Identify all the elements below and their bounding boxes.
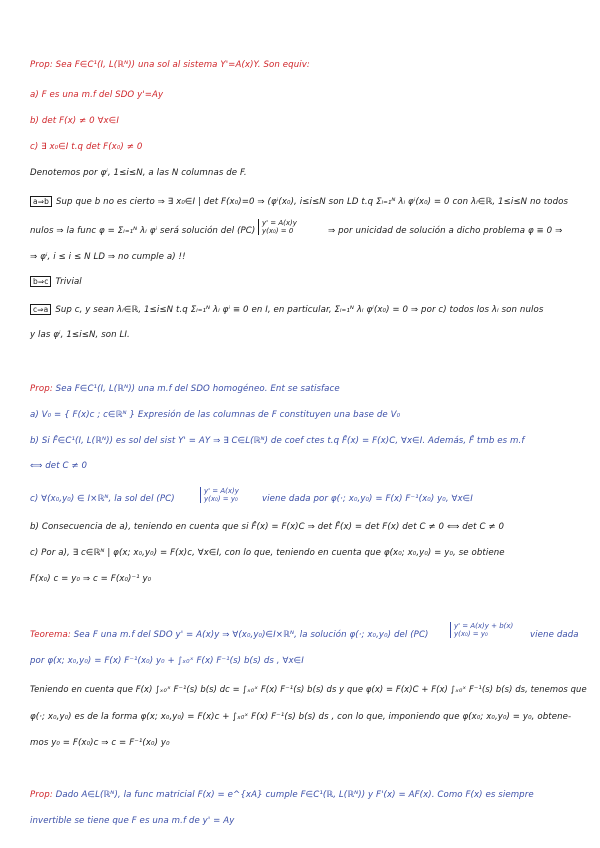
prop2-item-b2: ⟺ det C ≠ 0 <box>30 461 88 471</box>
proof-a-b-line1 <box>30 196 568 208</box>
prop2-c-eq2: y(x₀) = y₀ <box>204 495 238 503</box>
theorem-proof-1: Teniendo en cuenta que F(x) ∫ₓ₀ˣ F⁻¹(s) b(s) dc = ∫ₓ₀ˣ F(x) F⁻¹(s) b(s) ds y que φ(x) = F(x)C + F(x) ∫ₓ₀ˣ F⁻¹(s) b(s) ds, tenemos que <box>30 684 587 694</box>
prop2-proof-b: b) Consecuencia de a), teniendo en cuenta que si F̂(x) = F(x)C ⇒ det F̂(x) = det F(x) det C ≠ 0 ⟺ det C ≠ 0 <box>30 522 505 532</box>
prop2-c-system <box>200 487 239 503</box>
proof-a-b-eq1: y' = A(x)y <box>262 219 297 227</box>
proof-a-b-eq2: y(x₀) = 0 <box>262 227 294 235</box>
theorem-eq1: y' = A(x)y + b(x) <box>454 622 514 630</box>
theorem-eq2: y(x₀) = y₀ <box>454 630 488 638</box>
prop2-item-c1b: viene dada por φ(·; x₀,y₀) = F(x) F⁻¹(x₀) y₀, ∀x∈I <box>262 494 473 504</box>
theorem-formula: por φ(x; x₀,y₀) = F(x) F⁻¹(x₀) y₀ + ∫ₓ₀ˣ F(x) F⁻¹(s) b(s) ds , ∀x∈I <box>30 656 304 666</box>
theorem-heading: Teorema: <box>30 630 71 640</box>
prop1-statement: Sea F∈C¹(I, L(ℝᴺ)) una sol al sistema Y'=A(x)Y. Son equiv: <box>55 60 310 70</box>
prop1-item-c: c) ∃ x₀∈I t.q det F(x₀) ≠ 0 <box>30 142 143 152</box>
theorem-system <box>450 622 513 638</box>
prop3-heading: Prop: <box>30 790 53 800</box>
prop2-proof-c1: c) Por a), ∃ c∈ℝᴺ | φ(x; x₀,y₀) = F(x)c, ∀x∈I, con lo que, teniendo en cuenta que φ(x₀; x₀,y₀) = y₀, se obtiene <box>30 548 505 558</box>
prop3-statement: Dado A∈L(ℝᴺ), la func matricial F(x) = e^{xA} cumple F∈C¹(ℝ, L(ℝᴺ)) y F'(x) = AF(x). Como F(x) es siempre <box>55 790 534 800</box>
proof-a-b-tag: a⇒b <box>30 196 52 207</box>
prop3-line <box>30 790 534 801</box>
prop1-denote: Denotemos por φⁱ, 1≤i≤N, a las N columnas de F. <box>30 168 247 178</box>
prop1-line <box>30 60 310 71</box>
prop2-proof-c2: F(x₀) c = y₀ ⇒ c = F(x₀)⁻¹ y₀ <box>30 574 152 584</box>
proof-b-c-line <box>30 276 82 288</box>
prop2-c-eq1: y' = A(x)y <box>204 487 239 495</box>
proof-b-c-tag: b⇒c <box>30 276 51 287</box>
prop2-heading: Prop: <box>30 384 53 394</box>
proof-a-b-system <box>258 219 297 235</box>
theorem-statement-b: viene dada <box>530 630 579 640</box>
proof-c-a-text1: Sup c, y sean λᵢ∈ℝ, 1≤i≤N t.q Σᵢ₌₁ᴺ λᵢ φⁱ ≡ 0 en I, en particular, Σᵢ₌₁ᴺ λᵢ φⁱ(x₀) = 0 ⇒ por c) todos los λᵢ son nulos <box>55 305 544 315</box>
prop1-item-a: a) F es una m.f del SDO y'=Ay <box>30 90 164 100</box>
theorem-proof-2: φ(·; x₀,y₀) es de la forma φ(x; x₀,y₀) = F(x)c + ∫ₓ₀ˣ F(x) F⁻¹(s) b(s) ds , con lo que, imponiendo que φ(x₀; x₀,y₀) = y₀, obtene- <box>30 712 572 722</box>
prop3-line2: invertible se tiene que F es una m.f de y' = Ay <box>30 816 235 826</box>
prop2-item-b1: b) Si F̂∈C¹(I, L(ℝᴺ)) es sol del sist Y' = AY ⇒ ∃ C∈L(ℝᴺ) de coef ctes t.q F̂(x) = F(x)C, ∀x∈I. Además, F̂ tmb es m.f <box>30 436 525 446</box>
prop2-line <box>30 384 340 395</box>
proof-a-b-line2 <box>30 226 255 237</box>
theorem-proof-3: mos y₀ = F(x₀)c ⇒ c = F⁻¹(x₀) y₀ <box>30 738 170 748</box>
proof-c-a-line2: y las φⁱ, 1≤i≤N, son LI. <box>30 330 130 340</box>
proof-b-c-text: Trivial <box>55 277 82 287</box>
prop1-heading: Prop: <box>30 60 53 70</box>
proof-a-b-line3: ⇒ φⁱ, i ≤ i ≤ N LD ⇒ no cumple a) !! <box>30 252 186 262</box>
proof-c-a-tag: c⇒a <box>30 304 51 315</box>
proof-a-b-text2: nulos ⇒ la func φ = Σᵢ₌₁ᴺ λᵢ φⁱ será solución del (PC) <box>30 226 256 236</box>
prop2-item-c1: c) ∀(x₀,y₀) ∈ I×ℝᴺ, la sol del (PC) <box>30 494 175 504</box>
prop2-item-a: a) V₀ = { F(x)c ; c∈ℝᴺ } Expresión de las columnas de F constituyen una base de V₀ <box>30 410 401 420</box>
prop1-item-b: b) det F(x) ≠ 0 ∀x∈I <box>30 116 119 126</box>
proof-a-b-text1: Sup que b no es cierto ⇒ ∃ x₀∈I | det F(x₀)=0 ⇒ (φⁱ(x₀), i≤i≤N son LD t.q Σᵢ₌₁ᴺ λᵢ φⁱ(x₀) = 0 con λᵢ∈ℝ, 1≤i≤N no todos <box>55 197 569 207</box>
prop2-statement: Sea F∈C¹(I, L(ℝᴺ)) una m.f del SDO homogéneo. Ent se satisface <box>55 384 340 394</box>
proof-c-a-line1 <box>30 304 543 316</box>
proof-a-b-text2b: ⇒ por unicidad de solución a dicho problema φ ≡ 0 ⇒ <box>328 226 563 236</box>
theorem-line <box>30 630 429 641</box>
theorem-statement: Sea F una m.f del SDO y' = A(x)y ⇒ ∀(x₀,y₀)∈I×ℝᴺ, la solución φ(·; x₀,y₀) del (PC) <box>73 630 429 640</box>
